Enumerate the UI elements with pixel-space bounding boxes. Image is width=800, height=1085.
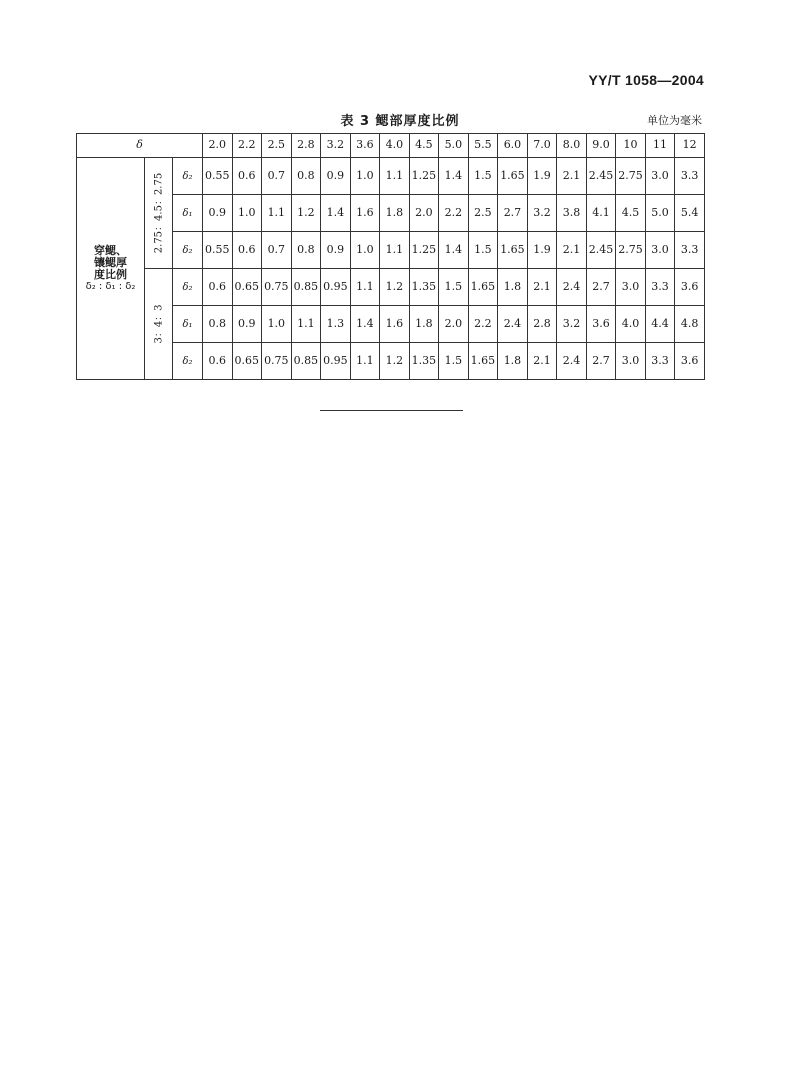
ratio-cell	[145, 158, 173, 269]
value-cell: 2.4	[557, 269, 587, 306]
value-cell: 1.1	[380, 158, 410, 195]
value-cell: 5.0	[645, 195, 675, 232]
value-cell: 0.9	[232, 306, 262, 343]
value-cell: 0.55	[203, 232, 233, 269]
value-cell: 2.1	[527, 343, 557, 380]
value-cell: 1.4	[439, 232, 469, 269]
table-caption: 表 3 鳃部厚度比例	[340, 114, 460, 129]
value-cell: 0.8	[291, 232, 321, 269]
value-cell: 0.85	[291, 343, 321, 380]
value-cell: 0.95	[321, 269, 351, 306]
value-cell: 2.75	[616, 232, 646, 269]
end-rule	[320, 410, 463, 411]
column-header: 4.5	[409, 134, 439, 158]
value-cell: 3.0	[616, 269, 646, 306]
value-cell: 1.2	[380, 343, 410, 380]
category-label: 度比例	[94, 268, 127, 282]
category-label: 穿鳃、	[94, 243, 127, 257]
value-cell: 1.2	[380, 269, 410, 306]
value-cell: 0.75	[262, 343, 292, 380]
value-cell: 2.4	[557, 343, 587, 380]
value-cell: 1.4	[321, 195, 351, 232]
value-cell: 4.8	[675, 306, 705, 343]
column-header: 3.2	[321, 134, 351, 158]
value-cell: 2.1	[557, 232, 587, 269]
standard-code: YY/T 1058—2004	[588, 72, 704, 88]
column-header: 5.0	[439, 134, 469, 158]
delta-header-cell: δ	[77, 134, 203, 158]
value-cell: 1.3	[321, 306, 351, 343]
value-cell: 4.4	[645, 306, 675, 343]
value-cell: 1.65	[498, 232, 528, 269]
value-cell: 3.0	[645, 158, 675, 195]
value-cell: 0.85	[291, 269, 321, 306]
value-cell: 2.2	[439, 195, 469, 232]
category-label: 镶鳃厚	[94, 255, 127, 269]
value-cell: 5.4	[675, 195, 705, 232]
value-cell: 1.8	[498, 269, 528, 306]
category-cell	[77, 158, 145, 380]
value-cell: 2.1	[527, 269, 557, 306]
value-cell: 3.3	[645, 343, 675, 380]
value-cell: 0.6	[203, 269, 233, 306]
value-cell: 3.2	[557, 306, 587, 343]
value-cell: 1.2	[291, 195, 321, 232]
value-cell: 2.5	[468, 195, 498, 232]
ratio-cell	[145, 269, 173, 380]
value-cell: 1.1	[380, 232, 410, 269]
column-header: 5.5	[468, 134, 498, 158]
column-header: 3.6	[350, 134, 380, 158]
value-cell: 3.2	[527, 195, 557, 232]
column-header: 2.0	[203, 134, 233, 158]
value-cell: 0.7	[262, 232, 292, 269]
symbol-cell: δ₂	[173, 269, 203, 306]
value-cell: 2.2	[468, 306, 498, 343]
symbol-cell: δ₁	[173, 306, 203, 343]
value-cell: 1.65	[498, 158, 528, 195]
value-cell: 1.1	[350, 343, 380, 380]
value-cell: 1.8	[498, 343, 528, 380]
column-header: 9.0	[586, 134, 616, 158]
value-cell: 0.75	[262, 269, 292, 306]
column-header: 12	[675, 134, 705, 158]
value-cell: 0.6	[232, 158, 262, 195]
value-cell: 1.0	[350, 232, 380, 269]
value-cell: 3.6	[586, 306, 616, 343]
value-cell: 0.55	[203, 158, 233, 195]
value-cell: 2.1	[557, 158, 587, 195]
value-cell: 1.9	[527, 158, 557, 195]
table-row	[77, 269, 705, 306]
value-cell: 0.9	[321, 158, 351, 195]
column-header: 6.0	[498, 134, 528, 158]
value-cell: 3.3	[675, 232, 705, 269]
value-cell: 0.6	[203, 343, 233, 380]
value-cell: 1.8	[409, 306, 439, 343]
ratio-label: 2.75：4.5：2.75	[153, 172, 164, 254]
column-header: 2.8	[291, 134, 321, 158]
column-header: 4.0	[380, 134, 410, 158]
value-cell: 1.6	[380, 306, 410, 343]
value-cell: 3.3	[675, 158, 705, 195]
value-cell: 2.45	[586, 158, 616, 195]
value-cell: 0.6	[232, 232, 262, 269]
header-row	[77, 134, 705, 158]
value-cell: 1.4	[350, 306, 380, 343]
value-cell: 1.6	[350, 195, 380, 232]
value-cell: 3.6	[675, 269, 705, 306]
value-cell: 1.25	[409, 232, 439, 269]
value-cell: 2.0	[439, 306, 469, 343]
value-cell: 1.1	[262, 195, 292, 232]
value-cell: 0.9	[321, 232, 351, 269]
ratio-label: 3：4：3	[153, 304, 164, 344]
value-cell: 1.35	[409, 269, 439, 306]
value-cell: 3.6	[675, 343, 705, 380]
column-header: 10	[616, 134, 646, 158]
thickness-ratio-table	[76, 133, 705, 380]
value-cell: 0.9	[203, 195, 233, 232]
value-cell: 0.7	[262, 158, 292, 195]
table-row	[77, 158, 705, 195]
unit-note: 单位为毫米	[647, 114, 702, 127]
symbol-cell: δ₁	[173, 195, 203, 232]
category-formula: δ₂ : δ₁ : δ₂	[85, 281, 136, 293]
value-cell: 0.95	[321, 343, 351, 380]
value-cell: 0.8	[291, 158, 321, 195]
value-cell: 1.4	[439, 158, 469, 195]
value-cell: 1.9	[527, 232, 557, 269]
value-cell: 1.65	[468, 269, 498, 306]
value-cell: 2.7	[498, 195, 528, 232]
value-cell: 0.8	[203, 306, 233, 343]
symbol-cell: δ₂	[173, 158, 203, 195]
value-cell: 0.65	[232, 343, 262, 380]
column-header: 11	[645, 134, 675, 158]
value-cell: 1.1	[350, 269, 380, 306]
column-header: 8.0	[557, 134, 587, 158]
column-header: 7.0	[527, 134, 557, 158]
column-header: 2.2	[232, 134, 262, 158]
value-cell: 1.5	[439, 343, 469, 380]
value-cell: 2.0	[409, 195, 439, 232]
value-cell: 2.75	[616, 158, 646, 195]
value-cell: 3.8	[557, 195, 587, 232]
value-cell: 1.35	[409, 343, 439, 380]
value-cell: 1.5	[468, 158, 498, 195]
value-cell: 2.8	[527, 306, 557, 343]
value-cell: 1.0	[262, 306, 292, 343]
symbol-cell: δ₂	[173, 232, 203, 269]
column-header: 2.5	[262, 134, 292, 158]
value-cell: 4.5	[616, 195, 646, 232]
value-cell: 4.0	[616, 306, 646, 343]
value-cell: 1.65	[468, 343, 498, 380]
value-cell: 1.5	[439, 269, 469, 306]
value-cell: 3.3	[645, 269, 675, 306]
value-cell: 2.4	[498, 306, 528, 343]
value-cell: 1.1	[291, 306, 321, 343]
value-cell: 1.0	[232, 195, 262, 232]
value-cell: 4.1	[586, 195, 616, 232]
symbol-cell: δ₂	[173, 343, 203, 380]
value-cell: 2.7	[586, 269, 616, 306]
value-cell: 2.45	[586, 232, 616, 269]
value-cell: 1.8	[380, 195, 410, 232]
value-cell: 1.0	[350, 158, 380, 195]
value-cell: 2.7	[586, 343, 616, 380]
value-cell: 1.25	[409, 158, 439, 195]
value-cell: 3.0	[645, 232, 675, 269]
value-cell: 0.65	[232, 269, 262, 306]
value-cell: 3.0	[616, 343, 646, 380]
value-cell: 1.5	[468, 232, 498, 269]
